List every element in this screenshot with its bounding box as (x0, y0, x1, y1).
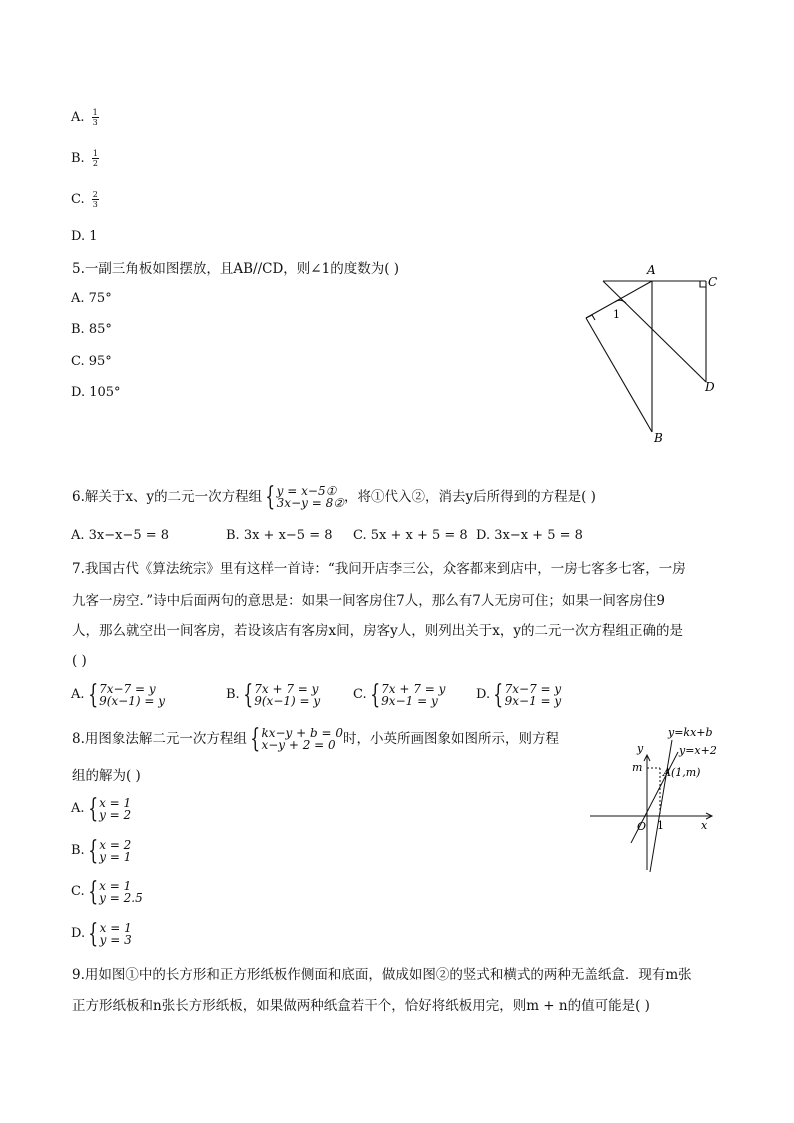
equation-system: kx−y + b = 0 x−y + 2 = 0 (261, 726, 343, 752)
option-letter: B. (71, 151, 85, 166)
option-letter: A. (71, 110, 85, 125)
label-c: C (708, 275, 718, 289)
label-point-a: A(1,m) (663, 766, 701, 779)
q4-option-a[interactable] (71, 108, 99, 127)
brace-icon: { (369, 680, 380, 710)
label-x: x (701, 819, 708, 832)
label-b: B (654, 431, 663, 445)
q6-option-c[interactable]: C. 5x + x + 5 = 8 (353, 528, 468, 543)
q6-option-d[interactable]: D. 3x−x + 5 = 8 (476, 528, 583, 543)
triangle-figure (580, 260, 720, 450)
q7-option-c[interactable]: C. { 7x + 7 = y 9x−1 = y (353, 680, 446, 710)
label-angle-1: 1 (613, 308, 620, 321)
q6-option-b[interactable]: B. 3x + x−5 = 8 (226, 528, 333, 543)
brace-icon: { (493, 680, 504, 710)
brace-icon: { (87, 680, 98, 710)
q6-option-a[interactable]: A. 3x−x−5 = 8 (71, 528, 170, 543)
fraction: $\frac{1}{2}$ (92, 149, 98, 168)
right-angle-c (700, 281, 706, 287)
q8-stem: 8.用图象法解二元一次方程组 { kx−y + b = 0 x−y + 2 = 0 时，小英所画图象如图所示，则方程 (72, 724, 559, 754)
brace-icon: { (88, 919, 99, 949)
label-a: A (647, 263, 656, 277)
q4-option-d[interactable] (71, 229, 98, 245)
q5-option-d[interactable]: D. 105° (71, 385, 121, 400)
q9-line-1: 9.用如图①中的长方形和正方形纸板作侧面和底面，做成如图②的竖式和横式的两种无盖纸盒．现有m张 (72, 967, 692, 983)
brace-icon: { (87, 836, 98, 866)
line-triangle-left (586, 318, 652, 432)
option-letter: D. (71, 229, 86, 244)
option-value: 1 (89, 229, 98, 244)
q7-option-b[interactable]: B. { 7x + 7 = y 9(x−1) = y (226, 680, 321, 710)
q7-line-1: 7.我国古代《算法统宗》里有这样一首诗：“我问开店李三公，众客都来到店中，一房七客多七客，一房 (72, 561, 686, 577)
q8-option-a[interactable]: A. { x = 1 y = 2 (71, 794, 132, 824)
q9-line-2: 正方形纸板和n张长方形纸板，如果做两种纸盒若干个，恰好将纸板用完，则m + n的值可能是( ) (72, 998, 650, 1014)
brace-icon: { (87, 877, 98, 907)
q5-option-c[interactable]: C. 95° (71, 354, 112, 369)
fraction: $\frac{1}{3}$ (92, 108, 98, 127)
graph-figure (585, 720, 725, 875)
equation-system: y = x−5① 3x−y = 8② (276, 484, 344, 510)
brace-icon: { (250, 724, 261, 754)
q6-stem: 6.解关于x、y的二元一次方程组 { y = x−5① 3x−y = 8② ，将①代入②，消去y后所得到的方程是( ) (72, 482, 596, 512)
brace-icon: { (242, 680, 253, 710)
label-y: y (637, 742, 644, 755)
q5-stem: 5.一副三角板如图摆放，且AB//CD，则∠1的度数为( ) (72, 261, 400, 277)
label-m: m (632, 761, 643, 774)
q7-line-3: 人，那么就空出一间客房，若设该店有客房x间，房客y人，则列出关于x，y的二元一次方程组正确的是 (72, 623, 683, 639)
q4-option-b[interactable] (71, 149, 99, 168)
q8-option-c[interactable]: C. { x = 1 y = 2.5 (71, 877, 143, 907)
q4-option-c[interactable] (71, 190, 99, 209)
q7-line-4: ( ) (72, 653, 87, 669)
label-d: D (705, 380, 715, 394)
q7-option-d[interactable]: D. { 7x−7 = y 9x−1 = y (476, 680, 562, 710)
line-kx-b (650, 740, 672, 872)
brace-icon: { (265, 482, 276, 512)
q8-line-2: 组的解为( ) (72, 768, 141, 784)
label-line1: y=kx+b (668, 726, 713, 739)
line-ad (603, 281, 706, 382)
q7-line-2: 九客一房空．”诗中后面两句的意思是：如果一间客房住7人，那么有7人无房可住；如果一间客房住9 (72, 593, 665, 609)
fraction: $\frac{2}{3}$ (92, 190, 98, 209)
q8-option-d[interactable]: D. { x = 1 y = 3 (71, 919, 132, 949)
label-line2: y=x+2 (679, 744, 717, 757)
q8-option-b[interactable]: B. { x = 2 y = 1 (71, 836, 132, 866)
q5-option-b[interactable]: B. 85° (71, 322, 112, 337)
brace-icon: { (87, 794, 98, 824)
label-one: 1 (657, 819, 664, 832)
label-origin: O (637, 820, 647, 833)
q5-option-a[interactable]: A. 75° (71, 291, 112, 306)
q7-option-a[interactable]: A. { 7x−7 = y 9(x−1) = y (71, 680, 165, 710)
option-letter: C. (71, 192, 85, 207)
